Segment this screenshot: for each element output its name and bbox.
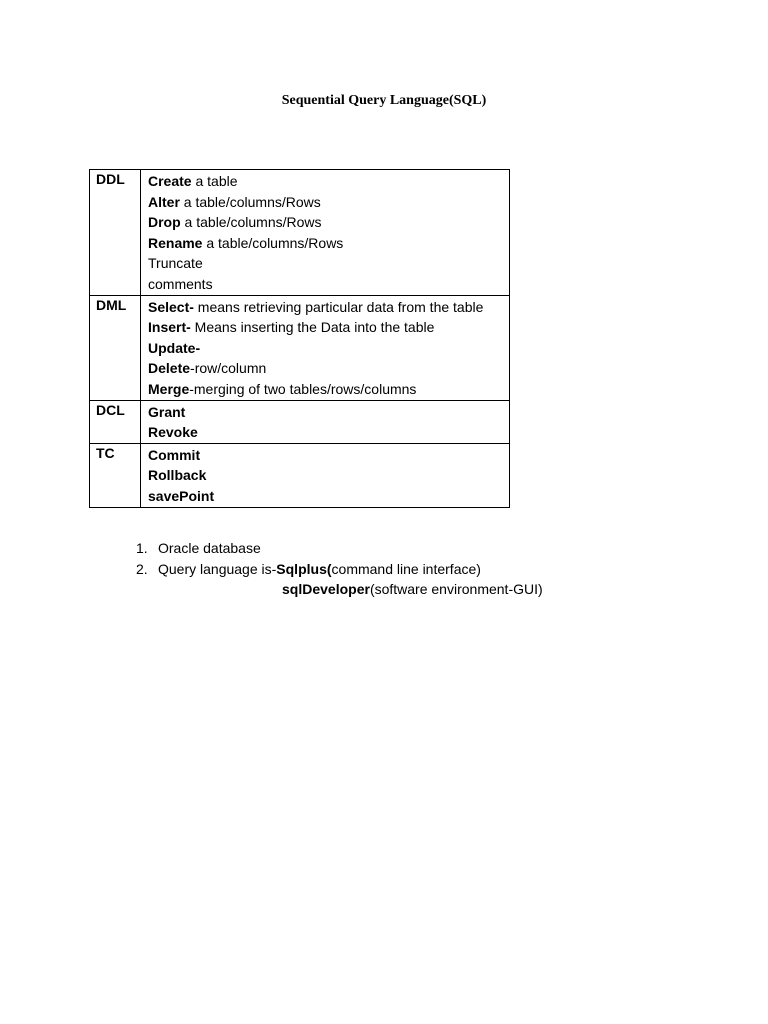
items-cell — [141, 295, 510, 400]
category-cell: DML — [90, 295, 141, 400]
category-cell: DCL — [90, 400, 141, 443]
note-bold: Sqlplus( — [276, 560, 332, 577]
list-item — [136, 538, 543, 559]
list-item: Rollback — [148, 467, 207, 484]
list-item: Revoke — [148, 424, 198, 441]
list-item — [136, 559, 543, 580]
list-item: Drop a table/columns/Rows — [148, 214, 322, 231]
items-cell — [141, 400, 510, 443]
list-item: Merge-merging of two tables/rows/columns — [148, 380, 417, 397]
items-cell — [141, 170, 510, 296]
list-item: Delete-row/column — [148, 360, 267, 377]
note-suffix: (software environment-GUI) — [369, 581, 543, 598]
page-title: Sequential Query Language(SQL) — [281, 93, 487, 108]
list-item: Select- means retrieving particular data from the table — [148, 298, 484, 315]
note-bold: sqlDeveloper — [282, 581, 370, 598]
numbered-notes-list — [136, 538, 543, 600]
table-row-ddl — [90, 170, 510, 296]
category-cell: TC — [90, 443, 141, 507]
note-prefix: Query language is- — [158, 560, 277, 577]
note-text: Oracle database — [158, 540, 261, 556]
list-item: comments — [148, 275, 213, 292]
list-item: Alter a table/columns/Rows — [148, 193, 321, 210]
list-item: Update- — [148, 339, 201, 356]
list-item: Create a table — [148, 173, 238, 189]
note-suffix: command line interface) — [331, 560, 481, 577]
list-item: Grant — [148, 403, 186, 420]
table-row-tc — [90, 443, 510, 507]
sql-commands-table — [89, 169, 510, 508]
list-item-continuation — [136, 579, 543, 600]
table-row-dcl — [90, 400, 510, 443]
list-number: 1. — [136, 540, 148, 556]
list-number: 2. — [136, 560, 148, 577]
list-item: Truncate — [148, 255, 203, 272]
list-item: Rename a table/columns/Rows — [148, 234, 344, 251]
list-item: Commit — [148, 446, 201, 463]
items-cell — [141, 443, 510, 507]
list-item: Insert- Means inserting the Data into the table — [148, 319, 435, 336]
list-item: savePoint — [148, 487, 215, 504]
category-cell: DDL — [90, 170, 141, 296]
table-row-dml — [90, 295, 510, 400]
